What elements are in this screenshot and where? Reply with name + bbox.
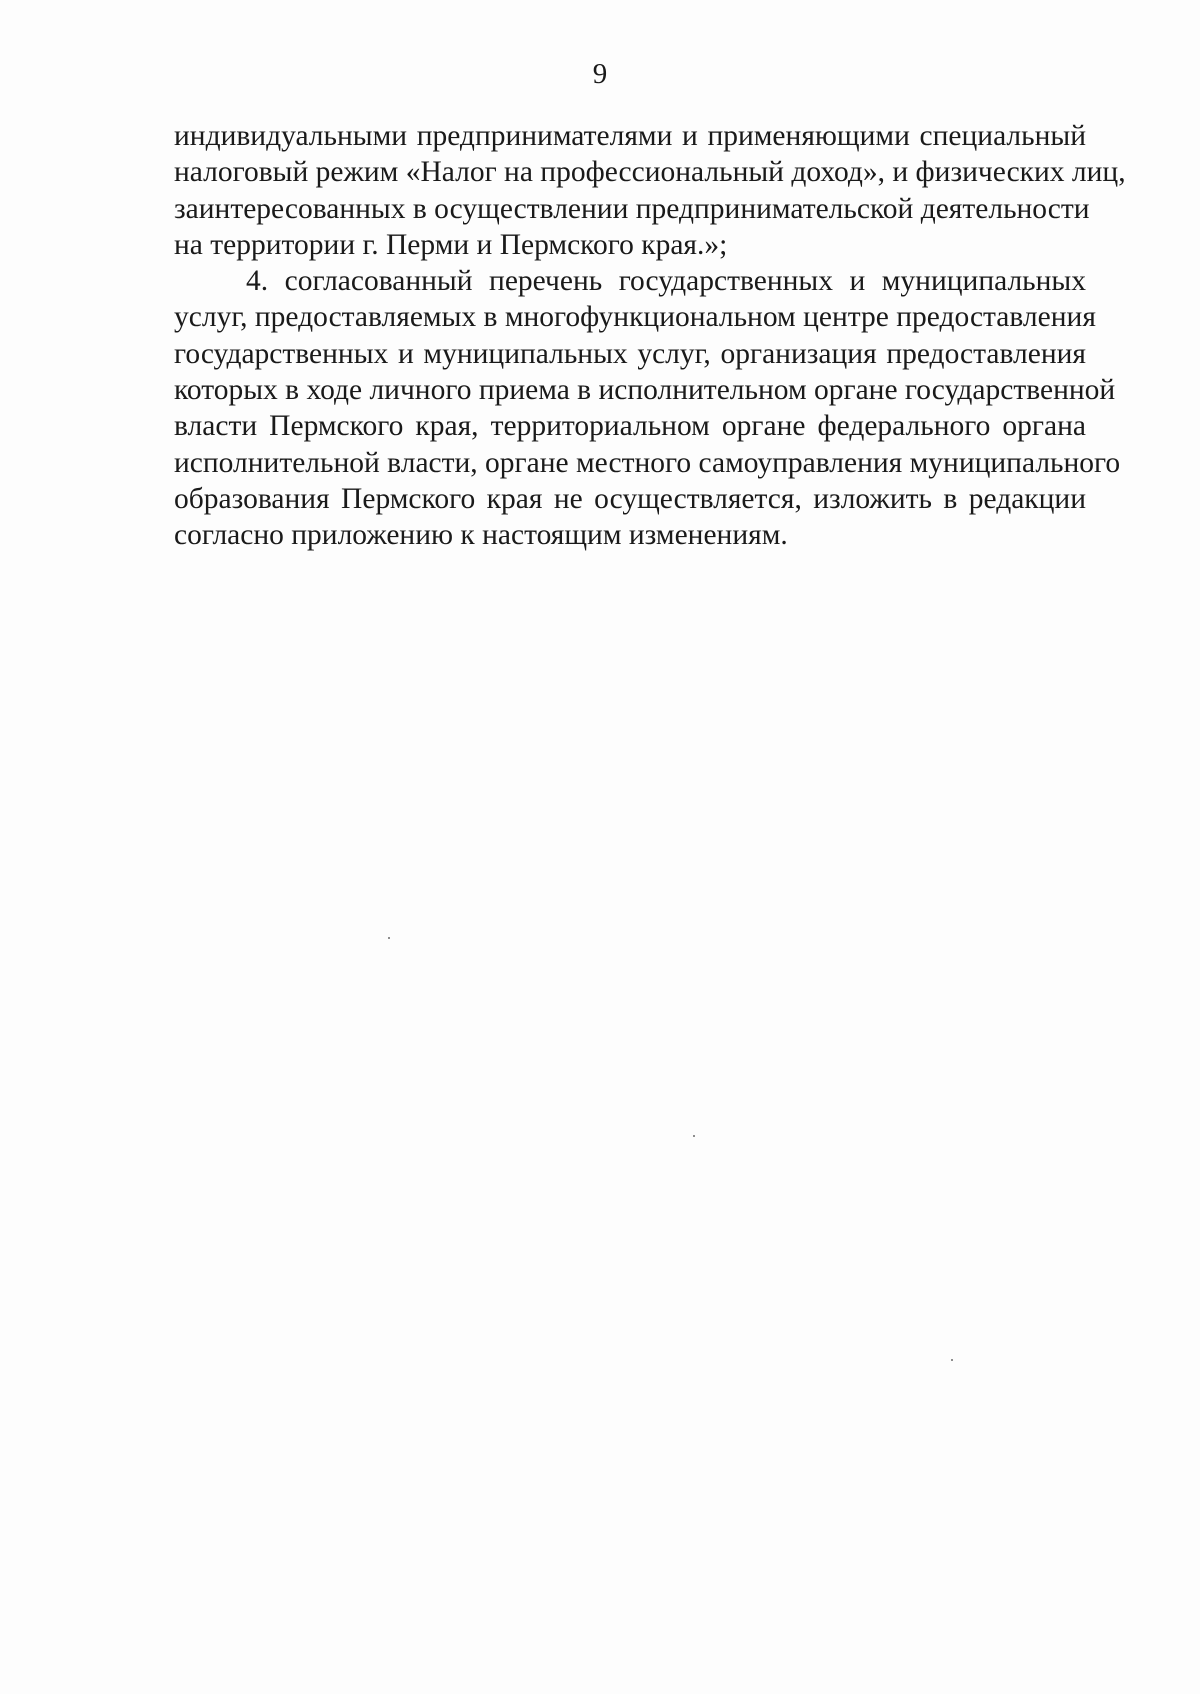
text-line: власти Пермского края, территориальном органе федерального органа <box>174 410 1086 443</box>
document-body <box>174 118 1126 554</box>
text-line: услуг, предоставляемых в многофункциональном центре предоставления <box>174 301 1096 334</box>
text-line: на территории г. Перми и Пермского края.»; <box>174 228 728 261</box>
text-line: индивидуальными предпринимателями и применяющими специальный <box>174 120 1086 152</box>
text-line: государственных и муниципальных услуг, организация предоставления <box>174 337 1086 370</box>
paragraph-item-4 <box>174 263 1121 553</box>
text-line: 4. согласованный перечень государственных и муниципальных <box>246 265 1086 298</box>
text-line: образования Пермского края не осуществляется, изложить в редакции <box>174 482 1086 515</box>
text-line: которых в ходе личного приема в исполнительном органе государственной <box>174 374 1116 407</box>
text-line: согласно приложению к настоящим изменениям. <box>174 519 788 552</box>
page-number: 9 <box>592 58 608 90</box>
scan-speck <box>693 1135 695 1137</box>
text-line: заинтересованных в осуществлении предпринимательской деятельности <box>174 192 1090 225</box>
text-line: налоговый режим «Налог на профессиональный доход», и физических лиц, <box>174 156 1126 189</box>
paragraph-continuation <box>174 118 1126 263</box>
text-line: исполнительной власти, органе местного самоуправления муниципального <box>174 446 1121 479</box>
scan-speck <box>388 937 390 939</box>
scan-speck <box>951 1359 953 1361</box>
